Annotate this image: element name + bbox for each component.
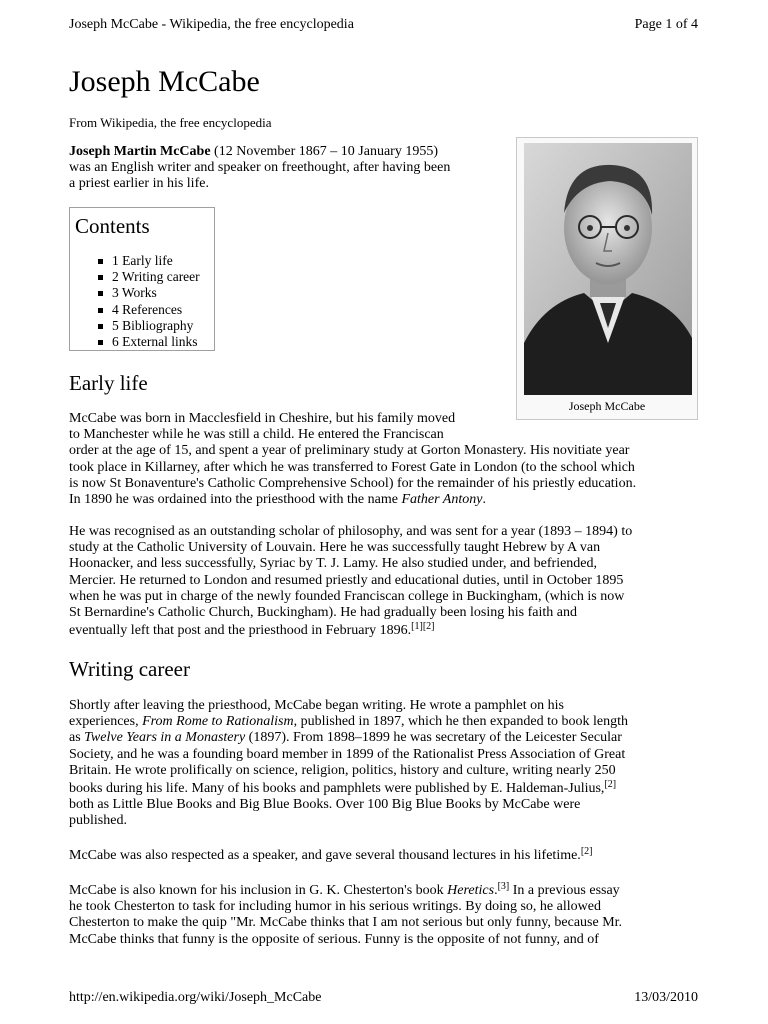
intro-text: (12 November 1867 – 10 January 1955) [210, 144, 438, 159]
toc-item-bibliography[interactable]: 5 Bibliography [70, 318, 200, 334]
portrait-photo[interactable] [524, 143, 692, 395]
paragraph-line: experiences, [69, 714, 143, 730]
paragraph-line: to Manchester while he was still a child. He entered the Franciscan [69, 427, 444, 443]
paragraph-line: , published in 1897, which he then expanded to book length [293, 714, 628, 730]
italic-text: Heretics [447, 883, 495, 898]
italic-text: Twelve Years in a Monastery [84, 730, 246, 746]
table-of-contents [69, 207, 215, 351]
early-life-paragraph-2 [69, 524, 709, 639]
toc-item-external-links[interactable]: 6 External links [70, 334, 200, 350]
reference-link[interactable]: [1][2] [411, 621, 435, 633]
paragraph-line: both as Little Blue Books and Big Blue Books. Over 100 Big Blue Books by McCabe were [69, 797, 581, 813]
paragraph-line: Shortly after leaving the priesthood, McCabe began writing. He wrote a pamphlet on his [69, 698, 564, 713]
intro-paragraph [69, 144, 497, 193]
early-life-paragraph-1 [69, 411, 709, 508]
writing-career-paragraph-3 [69, 883, 709, 948]
section-heading-writing-career: Writing career [69, 657, 190, 681]
paragraph-line: St Bernardine's Catholic Church, Buckingham). He had gradually been losing his faith and [69, 605, 577, 621]
paragraph-line: study at the Catholic University of Louvain. Here he was successfully taught Hebrew by A van [69, 540, 601, 556]
toc-item-references[interactable]: 4 References [70, 302, 200, 318]
portrait-thumbnail[interactable] [516, 137, 698, 420]
paragraph-line: Society, and he was a founding board member in 1899 of the Rationalist Press Association of Great [69, 746, 626, 762]
paragraph-line: eventually left that post and the priesthood in February 1896. [69, 623, 412, 639]
portrait-caption: Joseph McCabe [568, 399, 646, 413]
paragraph-line: In a previous essay [509, 883, 620, 898]
paragraph-line: McCabe thinks that funny is the opposite of serious. Funny is the opposite of not funny, and of [69, 931, 599, 947]
section-heading-early-life: Early life [69, 371, 148, 395]
paragraph-line: Britain. He wrote prolifically on science, religion, politics, history and culture, writing nearly 250 [69, 762, 616, 778]
paragraph-line: as [69, 730, 85, 746]
header-page-number: Page 1 of 4 [634, 17, 698, 32]
paragraph-line: Mercier. He returned to London and resumed priestly and educational duties, until in October 1895 [69, 572, 624, 588]
reference-link[interactable]: [2] [604, 779, 617, 791]
writing-career-paragraph-1 [69, 698, 709, 830]
intro-bold-name: Joseph Martin McCabe [69, 144, 211, 159]
paragraph-line: Hoonacker, and less successfully, Syriac by T. J. Lamy. He also studied under, and befriended, [69, 556, 598, 572]
punctuation: . [482, 492, 486, 508]
intro-text: a priest earlier in his life. [69, 176, 209, 192]
paragraph-line: took place in Killarney, after which he was transferred to Forest Gate in London (to the school which [69, 459, 635, 475]
reference-link[interactable]: [3] [497, 881, 510, 892]
reference-link[interactable]: [2] [580, 846, 593, 857]
paragraph-line: published. [69, 813, 127, 829]
punctuation: . [494, 883, 498, 898]
header-page-title: Joseph McCabe - Wikipedia, the free encyclopedia [69, 17, 354, 32]
page-subtitle: From Wikipedia, the free encyclopedia [69, 115, 272, 130]
paragraph-line: McCabe is also known for his inclusion in G. K. Chesterton's book [69, 883, 448, 898]
toc-list [70, 253, 200, 350]
paragraph-line: when he was put in charge of the newly founded Franciscan college in Buckingham, (which is now [69, 588, 625, 604]
toc-item-writing-career[interactable]: 2 Writing career [70, 269, 200, 285]
footer-date: 13/03/2010 [634, 990, 698, 1005]
intro-text: was an English writer and speaker on freethought, after having been [69, 160, 451, 176]
paragraph-line: McCabe was born in Macclesfield in Cheshire, but his family moved [69, 411, 456, 426]
italic-text: Father Antony [401, 492, 483, 508]
paragraph-line: order at the age of 15, and spent a year of preliminary study at Gorton Monastery. His novitiate year [69, 443, 630, 459]
print-footer [69, 990, 698, 1010]
toc-item-early-life[interactable]: 1 Early life [70, 253, 200, 269]
paragraph-line: he took Chesterton to task for including humor in his serious writings. By doing so, he allowed [69, 899, 601, 915]
paragraph-line: Chesterton to make the quip "Mr. McCabe thinks that I am not serious but only funny, because Mr. [69, 915, 623, 931]
italic-text: From Rome to Rationalism [142, 714, 294, 730]
paragraph-line: (1897). From 1898–1899 he was secretary of the Leicester Secular [245, 730, 622, 746]
writing-career-paragraph-2 [69, 848, 709, 864]
footer-url[interactable]: http://en.wikipedia.org/wiki/Joseph_McCabe [69, 990, 322, 1005]
print-header [69, 17, 698, 37]
page-title: Joseph McCabe [69, 65, 260, 98]
toc-item-works[interactable]: 3 Works [70, 285, 200, 301]
paragraph-line: He was recognised as an outstanding scholar of philosophy, and was sent for a year (1893 – 1894) to [69, 524, 633, 539]
paragraph-line: books during his life. Many of his books and pamphlets were published by E. Haldeman-Julius, [69, 781, 605, 797]
paragraph-line: In 1890 he was ordained into the priesthood with the name [69, 492, 402, 508]
paragraph-line: is now St Bonaventure's Catholic Comprehensive School) for the remainder of his priestly education. [69, 475, 637, 491]
toc-title: Contents [75, 214, 150, 238]
paragraph-line: McCabe was also respected as a speaker, and gave several thousand lectures in his lifetime. [69, 848, 581, 863]
